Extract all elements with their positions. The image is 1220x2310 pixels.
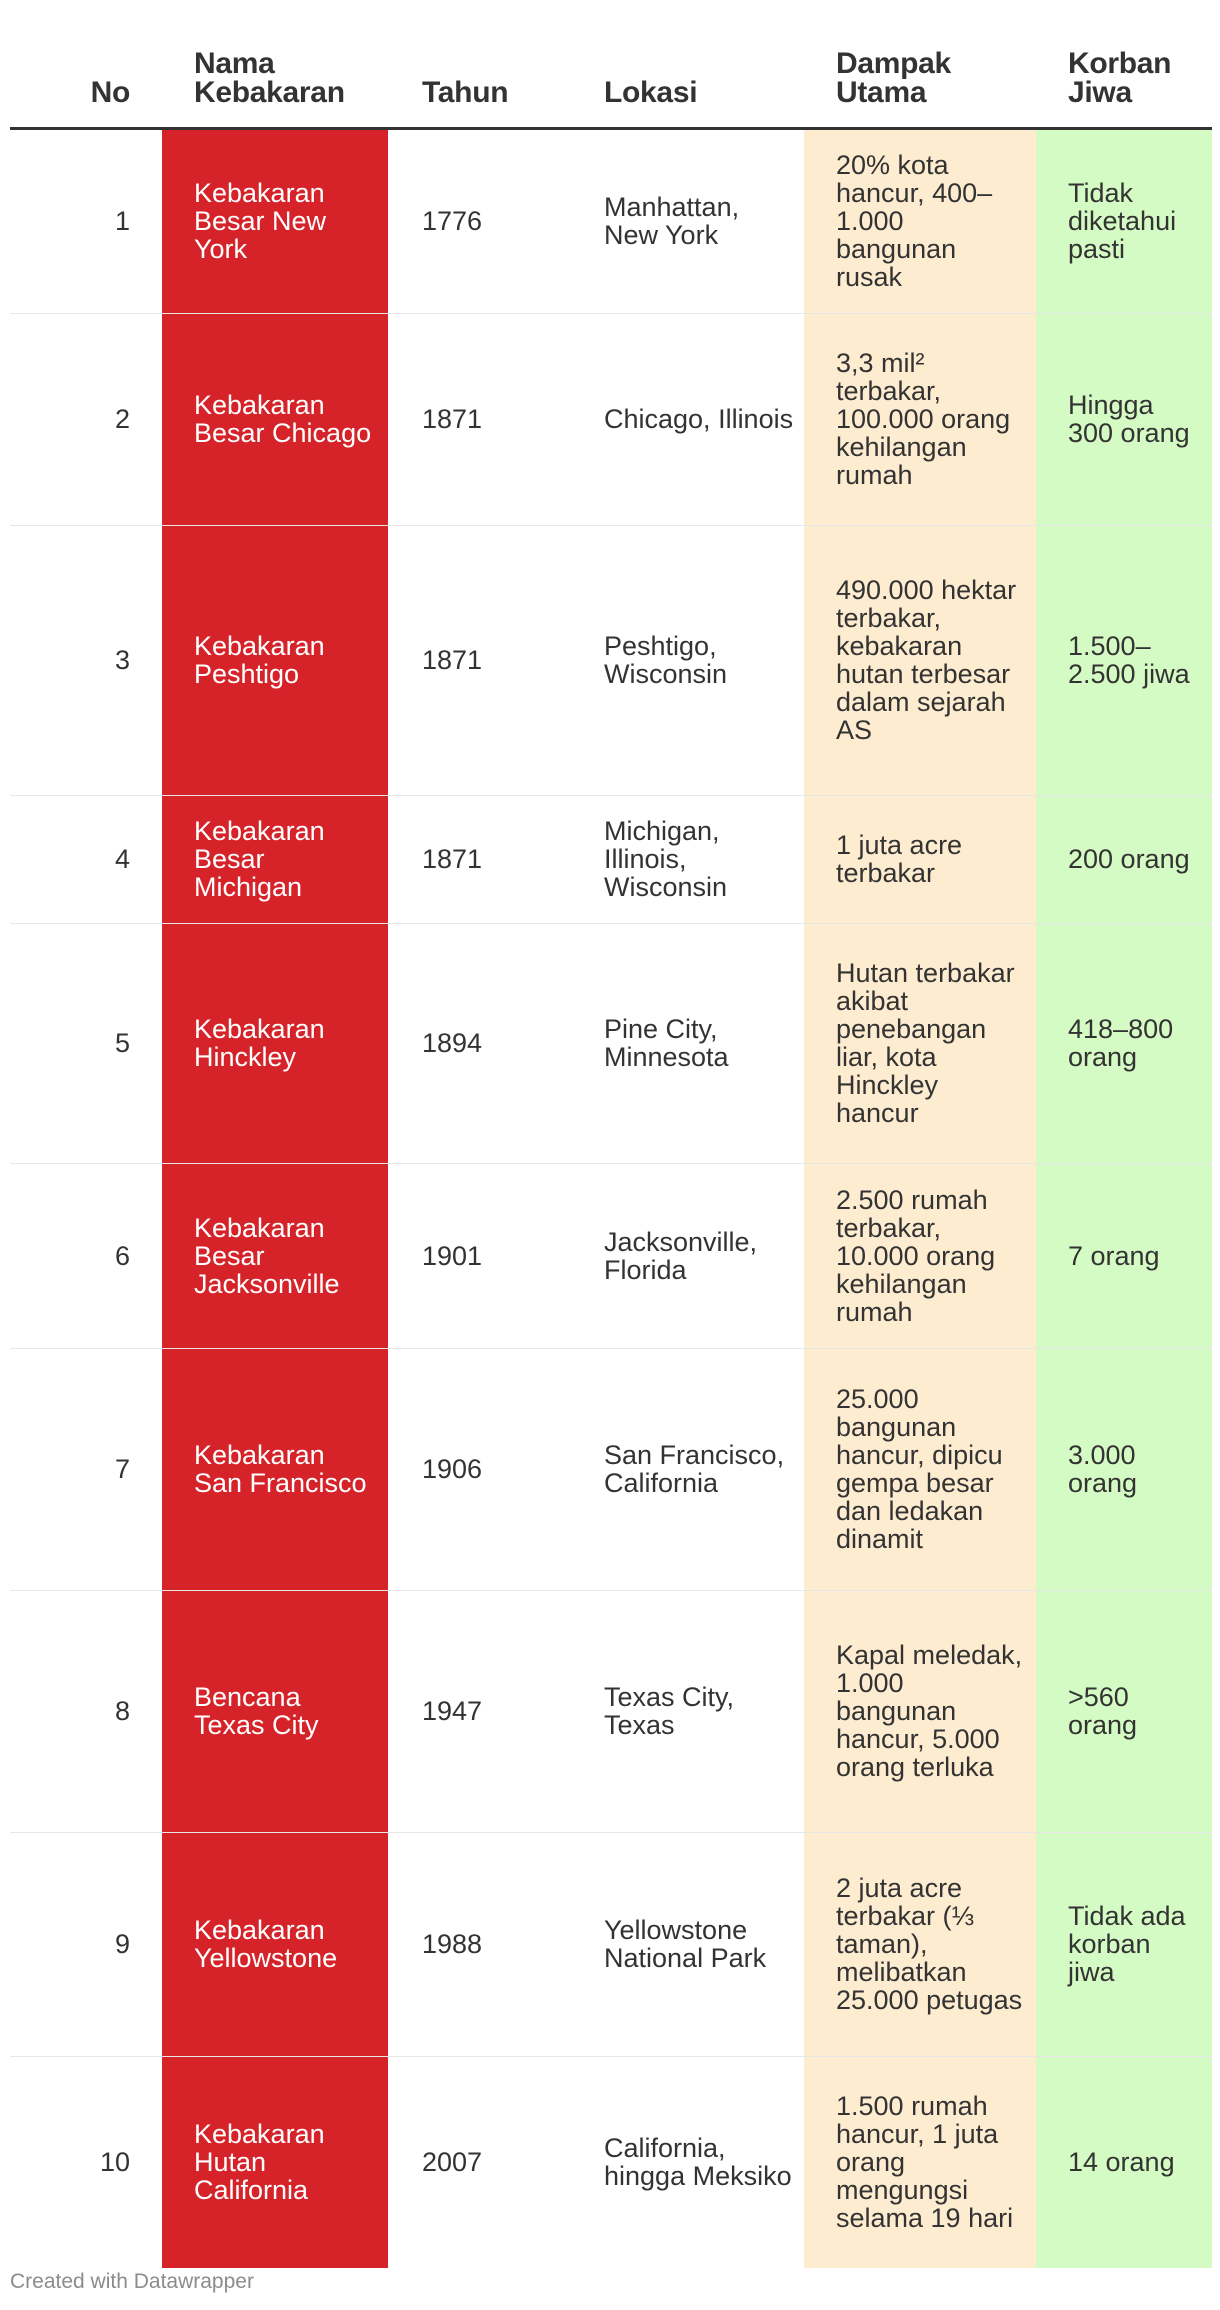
table-row bbox=[10, 1590, 1212, 1832]
table-row bbox=[10, 1832, 1212, 2056]
cell-name: Bencana Texas City bbox=[162, 1590, 388, 1832]
cell-year: 1901 bbox=[388, 1163, 572, 1348]
cell-year: 1988 bbox=[388, 1832, 572, 2056]
cell-victims: 3.000 orang bbox=[1036, 1348, 1212, 1590]
cell-location: Peshtigo, Wisconsin bbox=[572, 525, 804, 795]
cell-location: Yellowstone National Park bbox=[572, 1832, 804, 2056]
cell-name: Kebakaran Hinckley bbox=[162, 923, 388, 1163]
table-header-row bbox=[10, 0, 1212, 128]
table-body bbox=[10, 128, 1212, 2268]
cell-location: San Francisco, California bbox=[572, 1348, 804, 1590]
header-year[interactable]: Tahun bbox=[388, 0, 572, 128]
cell-year: 1871 bbox=[388, 795, 572, 923]
cell-year: 1871 bbox=[388, 313, 572, 525]
cell-no: 2 bbox=[10, 313, 162, 525]
cell-no: 4 bbox=[10, 795, 162, 923]
cell-victims: Tidak diketahui pasti bbox=[1036, 128, 1212, 313]
cell-impact: 2 juta acre terbakar (⅓ taman), melibatkan 25.000 petugas bbox=[804, 1832, 1036, 2056]
cell-year: 1776 bbox=[388, 128, 572, 313]
cell-victims: Tidak ada korban jiwa bbox=[1036, 1832, 1212, 2056]
table-row bbox=[10, 2056, 1212, 2268]
cell-name: Kebakaran Besar Chicago bbox=[162, 313, 388, 525]
cell-impact: 490.000 hektar terbakar, kebakaran hutan terbesar dalam sejarah AS bbox=[804, 525, 1036, 795]
fire-table-chart bbox=[10, 0, 1212, 2268]
cell-name: Kebakaran Besar Jacksonville bbox=[162, 1163, 388, 1348]
cell-name: Kebakaran Besar New York bbox=[162, 128, 388, 313]
table-row bbox=[10, 795, 1212, 923]
cell-year: 1894 bbox=[388, 923, 572, 1163]
table-row bbox=[10, 128, 1212, 313]
header-impact[interactable]: Dampak Utama bbox=[804, 0, 1036, 128]
cell-victims: 200 orang bbox=[1036, 795, 1212, 923]
cell-impact: 1.500 rumah hancur, 1 juta orang mengungsi selama 19 hari bbox=[804, 2056, 1036, 2268]
cell-victims: 7 orang bbox=[1036, 1163, 1212, 1348]
cell-impact: Hutan terbakar akibat penebangan liar, kota Hinckley hancur bbox=[804, 923, 1036, 1163]
cell-no: 9 bbox=[10, 1832, 162, 2056]
header-no[interactable]: No bbox=[10, 0, 162, 128]
cell-victims: Hingga 300 orang bbox=[1036, 313, 1212, 525]
cell-name: Kebakaran San Francisco bbox=[162, 1348, 388, 1590]
cell-impact: 1 juta acre terbakar bbox=[804, 795, 1036, 923]
cell-victims: 418–800 orang bbox=[1036, 923, 1212, 1163]
cell-name: Kebakaran Peshtigo bbox=[162, 525, 388, 795]
header-victims[interactable]: Korban Jiwa bbox=[1036, 0, 1212, 128]
cell-location: California, hingga Meksiko bbox=[604, 2133, 792, 2192]
footer-credit[interactable]: Created with Datawrapper bbox=[10, 2270, 254, 2293]
cell-impact: 2.500 rumah terbakar, 10.000 orang kehilangan rumah bbox=[804, 1163, 1036, 1348]
cell-no: 1 bbox=[10, 128, 162, 313]
cell-location: Manhattan, New York bbox=[572, 128, 804, 313]
cell-location: Pine City, Minnesota bbox=[572, 923, 804, 1163]
cell-no: 5 bbox=[10, 923, 162, 1163]
cell-impact: 25.000 bangunan hancur, dipicu gempa besar dan ledakan dinamit bbox=[804, 1348, 1036, 1590]
table-row bbox=[10, 1163, 1212, 1348]
cell-victims: 14 orang bbox=[1036, 2056, 1212, 2268]
cell-no: 7 bbox=[10, 1348, 162, 1590]
cell-location: Chicago, Illinois bbox=[572, 313, 804, 525]
cell-name: Kebakaran Yellowstone bbox=[162, 1832, 388, 2056]
cell-no: 8 bbox=[10, 1590, 162, 1832]
table-row bbox=[10, 923, 1212, 1163]
cell-year: 2007 bbox=[422, 2147, 483, 2178]
cell-no: 6 bbox=[10, 1163, 162, 1348]
cell-year: 1906 bbox=[388, 1348, 572, 1590]
cell-no: 3 bbox=[10, 525, 162, 795]
cell-name: Kebakaran Besar Michigan bbox=[162, 795, 388, 923]
cell-impact: 20% kota hancur, 400–1.000 bangunan rusak bbox=[804, 128, 1036, 313]
cell-no: 10 bbox=[99, 2147, 130, 2178]
cell-impact: 3,3 mil² terbakar, 100.000 orang kehilangan rumah bbox=[804, 313, 1036, 525]
cell-victims: 1.500–2.500 jiwa bbox=[1036, 525, 1212, 795]
cell-year: 1871 bbox=[388, 525, 572, 795]
table-row bbox=[10, 525, 1212, 795]
cell-name: Kebakaran Hutan California bbox=[162, 2056, 388, 2268]
header-name[interactable]: Nama Kebakaran bbox=[162, 0, 388, 128]
header-location[interactable]: Lokasi bbox=[572, 0, 804, 128]
cell-location: Texas City, Texas bbox=[572, 1590, 804, 1832]
table-row bbox=[10, 313, 1212, 525]
cell-victims: >560 orang bbox=[1036, 1590, 1212, 1832]
fire-table bbox=[10, 0, 1212, 2268]
cell-year: 1947 bbox=[388, 1590, 572, 1832]
table-row bbox=[10, 1348, 1212, 1590]
cell-location: Michigan, Illinois, Wisconsin bbox=[572, 795, 804, 923]
cell-location: Jacksonville, Florida bbox=[572, 1163, 804, 1348]
cell-impact: Kapal meledak, 1.000 bangunan hancur, 5.000 orang terluka bbox=[804, 1590, 1036, 1832]
